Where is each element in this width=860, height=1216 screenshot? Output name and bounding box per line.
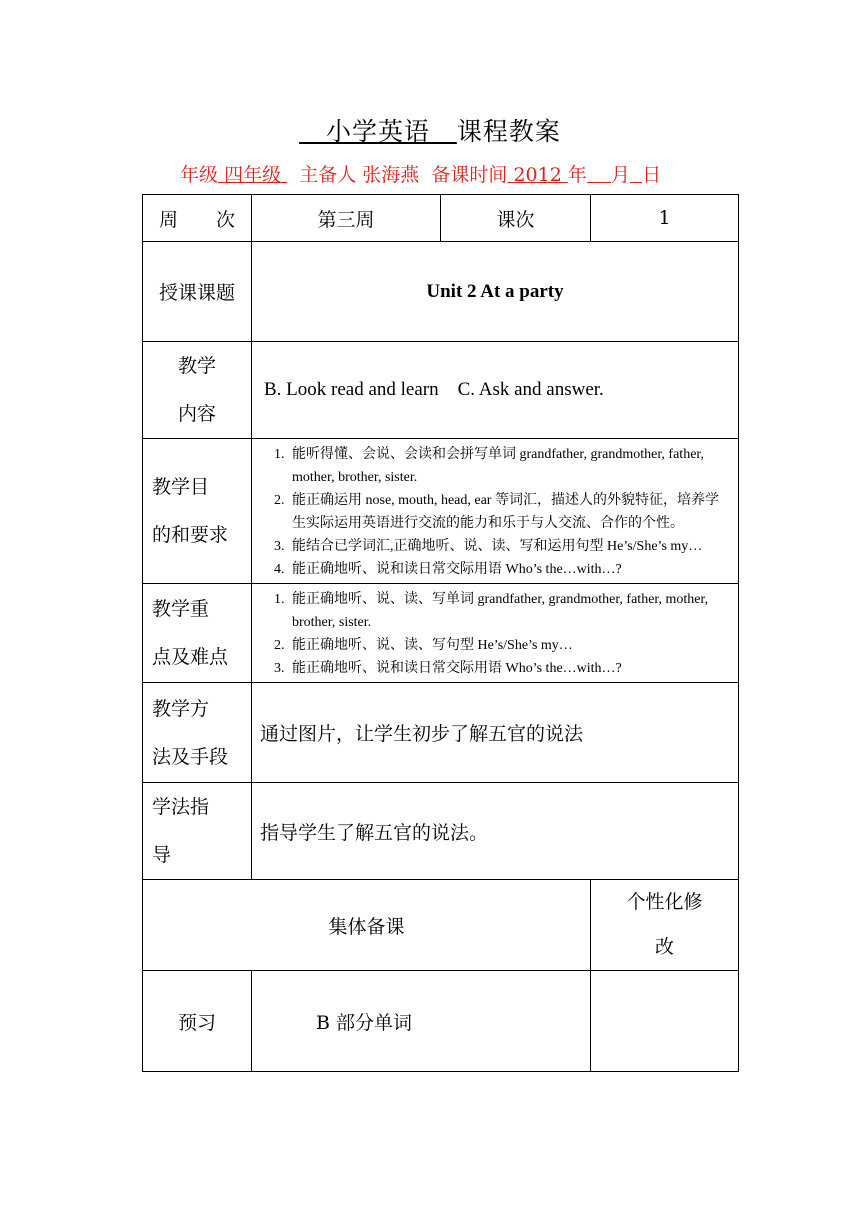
lesson-plan-table: [142, 194, 739, 1072]
day-label: 日: [642, 164, 662, 186]
topic-value: Unit 2 At a party: [252, 242, 739, 342]
key-point-item: 1. 能正确地听、说、读、写单词 grandfather, grandmother, father, mother, brother, sister.: [288, 588, 732, 634]
key-point-item: 2. 能正确地听、说、读、写句型 He’s/She’s my…: [288, 634, 732, 657]
date-label: 备课时间: [431, 164, 508, 186]
preparer-label: 主备人: [299, 164, 357, 186]
content-label-line2: 内容: [177, 403, 216, 425]
document-subtitle: [180, 160, 661, 187]
goal-item: 3. 能结合已学词汇,正确地听、说、读、写和运用句型 He’s/She’s my…: [288, 535, 732, 558]
method-value: 通过图片，让学生初步了解五官的说法: [252, 683, 739, 783]
personal-label-line1: 个性化修: [626, 891, 703, 913]
group-prep-row: [143, 880, 739, 971]
study-guide-row: [143, 783, 739, 880]
preview-row: [143, 971, 739, 1072]
goal-item: 2. 能正确运用 nose, mouth, head, ear 等词汇，描述人的外貌特征，培养学生实际运用英语进行交流的能力和乐于与人交流、合作的个性。: [288, 489, 732, 535]
goal-item: 1. 能听得懂、会说、会读和会拼写单词 grandfather, grandmother, father, mother, brother, sister.: [288, 443, 732, 489]
study-guide-value: 指导学生了解五官的说法。: [252, 783, 739, 880]
key-label-line2: 点及难点: [152, 646, 229, 668]
goal-item: 4. 能正确地听、说和读日常交际用语 Who’s the…with…?: [288, 558, 732, 581]
group-prep-label: 集体备课: [143, 880, 591, 971]
method-label: [143, 683, 252, 783]
study-label-line1: 学法指: [152, 796, 210, 818]
week-label: 周 次: [143, 195, 252, 242]
study-label-line2: 导: [152, 844, 172, 866]
preparer-name: 张海燕: [362, 164, 420, 186]
week-value: 第三周: [252, 195, 441, 242]
study-guide-label: [143, 783, 252, 880]
key-points-list: [252, 584, 738, 682]
goals-list-cell: [252, 439, 739, 584]
method-row: [143, 683, 739, 783]
lesson-value: 1: [591, 195, 739, 242]
topic-row: [143, 242, 739, 342]
preview-personal-cell: [591, 971, 739, 1072]
grade-value: 四年级: [224, 164, 282, 186]
year-label: 年: [567, 164, 587, 186]
content-label-line1: 教学: [177, 355, 216, 377]
key-points-cell: [252, 584, 739, 683]
topic-label: 授课课题: [143, 242, 252, 342]
title-subject: 小学英语: [325, 117, 430, 146]
key-points-row: [143, 584, 739, 683]
year-value: 2012: [513, 164, 562, 186]
lesson-label: 课次: [441, 195, 591, 242]
method-label-line1: 教学方: [152, 697, 210, 720]
preview-label: 预习: [143, 971, 252, 1072]
goals-row: [143, 439, 739, 584]
content-value: B. Look read and learn C. Ask and answer.: [252, 342, 739, 439]
document-title: [0, 112, 860, 148]
goals-label-line1: 教学目: [152, 476, 210, 498]
goals-label: [143, 439, 252, 584]
day-blank: [630, 164, 642, 186]
month-blank: [587, 164, 611, 186]
grade-label: 年级: [180, 164, 219, 186]
title-suffix: 课程教案: [456, 117, 561, 146]
personal-label-line2: 改: [654, 936, 674, 958]
personal-revision-label: [591, 880, 739, 971]
key-points-label: [143, 584, 252, 683]
goals-label-line2: 的和要求: [152, 524, 229, 546]
goals-list: [252, 439, 738, 583]
key-point-item: 3. 能正确地听、说和读日常交际用语 Who’s the…with…?: [288, 657, 732, 680]
preview-value: B 部分单词: [252, 971, 591, 1072]
content-row: [143, 342, 739, 439]
month-label: 月: [611, 164, 631, 186]
key-label-line1: 教学重: [152, 598, 210, 620]
content-label: [143, 342, 252, 439]
week-row: [143, 195, 739, 242]
title-blank: [299, 117, 457, 146]
method-label-line2: 法及手段: [152, 745, 229, 768]
